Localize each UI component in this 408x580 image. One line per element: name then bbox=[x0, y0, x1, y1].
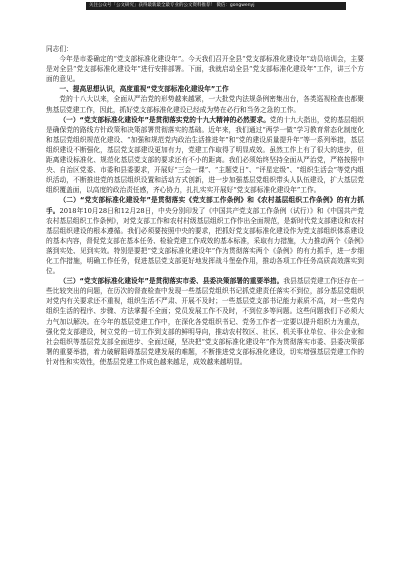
document-body bbox=[46, 44, 364, 367]
point-1-paragraph bbox=[46, 115, 364, 196]
point-3-heading: （三）“党支部标准化建设年”是贯彻落实市委、县委决策部署的重要举措。 bbox=[59, 277, 284, 286]
top-banner: 关注公众号「公文研究」获得最新最全最专业的公文资料推荐！ 微信：gongwenyj bbox=[86, 2, 346, 10]
intro-paragraph: 今年是市委确定的“党支部标准化建设年”。今天我们召开全县“党支部标准化建设年”动员培训会，主要是对全县“党支部标准化建设年”进行安排部署。下面，我就启动全县“党支部标准化建设年”工作，讲三个方面的意见。 bbox=[46, 55, 364, 84]
point-1-heading: （一）“党支部标准化建设年”是贯彻落实党的十九大精神的必然要求。 bbox=[59, 115, 270, 124]
point-3-body: 我县基层党建工作还存在一些比较突出的问题，在历次的督查检查中发现一些基层党组织书记抓党建责任落实不到位，部分基层党组织对党内有关要求还不重视，组织生活不严肃、开展不及时；一些基层党支部书记能力素质不高，对一些党内组织生活的程序、步骤、方法掌握不全面；党员发展工作不及时，不到位多等问题。这些问题我们下必须大力气加以解决。在今年的基层党建工作中，在深化各党组织书记、党务工作者一定要以提升组织力为重点，强化党支部建设，树立党的一切工作到支部的鲜明导向，推动农村牧区、社区、机关事业单位、非公企业和社会组织等基层党支部全面进步、全面过硬，坚决把“党支部标准化建设年”作为贯彻落实市委、县委决策部署的重要举措，着力破解阻碍基层党建发展的难题，不断推进党支部标准化建设，切实增强基层党建工作的针对性和实效性，使基层党建工作成色越来越足，成效越来越明显。 bbox=[46, 277, 364, 366]
point-2-body: 2018年10月28日和12月28日，中央分别印发了《中国共产党支部工作条例（试行）》和《中国共产党农村基层组织工作条例》，对党支部工作和农村村级基层组织工作作出全面规范，是新时代党支部建设和农村基层组织建设的根本遵循。我们必须要按照中央的要求，把抓好党支部标准化建设作为党支部组织体系建设的基本内容，督促党支部在基本任务、检验党建工作成效的基本标准，采取有力措施，大力推动两个《条例》落到实处、见到实效。特别是要把“党支部标准化建设年”作为贯彻落实两个《条例》的有力抓手，进一步细化工作措施，明确工作任务，促进基层党支部更好地发挥战斗堡垒作用，推动各项工作任务高质高效落实到位。 bbox=[46, 206, 364, 276]
salutation: 同志们： bbox=[46, 45, 73, 53]
point-1-body: 党的十九大指出，党的基层组织是确保党的路线方针政策和决策部署贯彻落实的基础。近年来，我们通过“两学一做”学习教育常态化制度化和基层党组织规范化建设、“加强和规范党内政治生活推进年”和“党的建设质量提升年”等一系列举措，基层组织建设不断强化，基层党支部建设更加有力，党建工作取得了明显成效。虽然工作上有了很大的进步，但距离建设标准化、规范化基层党支部的要求还有不小的距离。我们必须始终坚持全面从严治党，严格按照中央、自治区党委、市委和县委要求，开展好“三会一课”、“主题党日”、“评星定级”、“组织生活会”等党内组织活动，不断推进党的基层组织设置和活动方式创新，进一步加强基层党组织带头人队伍建设，扩大基层党组织覆盖面，以高度的政治责任感，齐心协力，扎扎实实开展好“党支部标准化建设年”工作。 bbox=[46, 115, 364, 195]
point-2-paragraph bbox=[46, 195, 364, 276]
section-1-heading: 一、提高思想认识，高度重视“党支部标准化建设年”工作 bbox=[59, 85, 229, 94]
point-2-heading: （二）“党支部标准化建设年”是贯彻落实《党支部工作条例》和《农村基层组织工作条例》的有力抓手。 bbox=[46, 196, 364, 215]
section-1-intro: 党的十八大以来，全面从严治党的形势越来越紧，一大批党内法规条例密集出台，各类巡视检查也都聚焦基层党建工作，因此，抓好党支部标准化建设已经成为势在必行和当务之急的工作。 bbox=[46, 95, 364, 114]
point-3-paragraph bbox=[46, 276, 364, 367]
